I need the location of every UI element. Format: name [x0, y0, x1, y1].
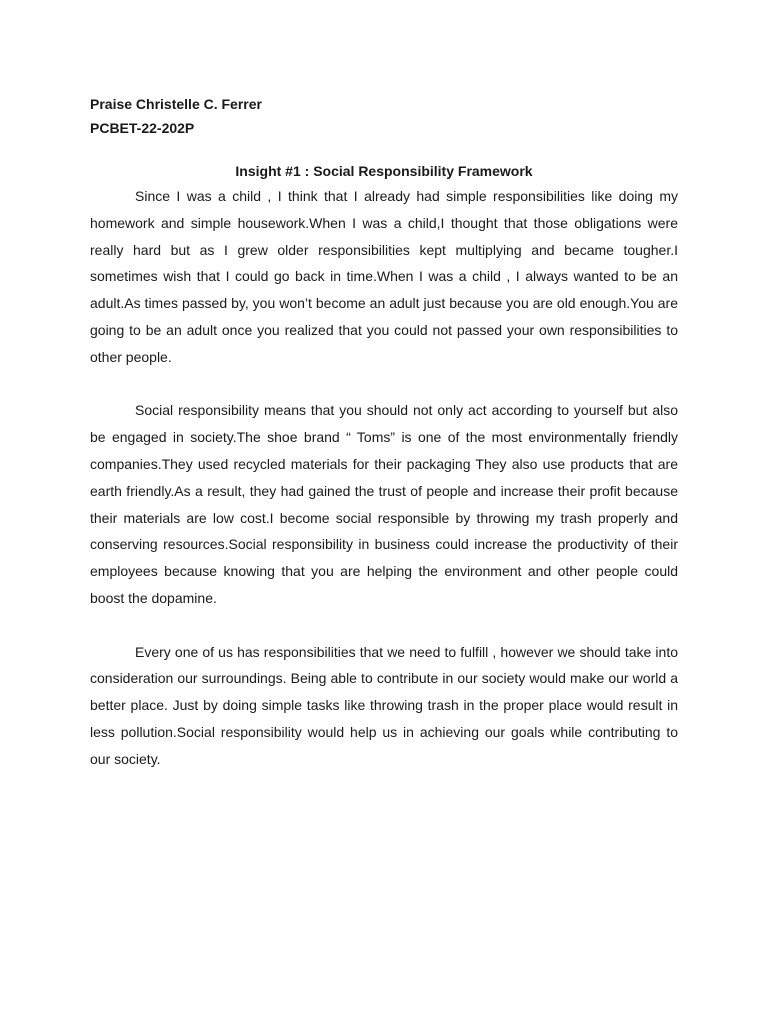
paragraph-1: Since I was a child , I think that I already had simple responsibilities like doing my homework and simple housework.When I was a child,I thought that those obligations were really hard but as I grew older responsibilities kept multiplying and became tougher.I sometimes wish that I could go back in time.When I was a child , I always wanted to be an adult.As times passed by, you won’t become an adult just because you are old enough.You are going to be an adult once you realized that you could not passed your own responsibilities to other people. [90, 188, 678, 365]
document-body [90, 92, 678, 773]
paragraph-3: Every one of us has responsibilities that we need to fulfill , however we should take into consideration our surroundings. Being able to contribute in our society would make our world a better place. Just by doing simple tasks like throwing trash in the proper place would result in less pollution.Social responsibility would help us in achieving our goals while contributing to our society. [90, 643, 678, 767]
section-code: PCBET-22-202P [90, 120, 195, 136]
document-title: Insight #1 : Social Responsibility Framework [235, 163, 533, 179]
author-name: Praise Christelle C. Ferrer [90, 96, 262, 112]
paragraph-2: Social responsibility means that you should not only act according to yourself but also be engaged in society.The shoe brand “ Toms” is one of the most environmentally friendly companies.They used recycled materials for their packaging They also use products that are earth friendly.As a result, they had gained the trust of people and increase their profit because their materials are low cost.I become social responsible by throwing my trash properly and conserving resources.Social responsibility in business could increase the productivity of their employees because knowing that you are helping the environment and other people could boost the dopamine. [90, 402, 678, 606]
